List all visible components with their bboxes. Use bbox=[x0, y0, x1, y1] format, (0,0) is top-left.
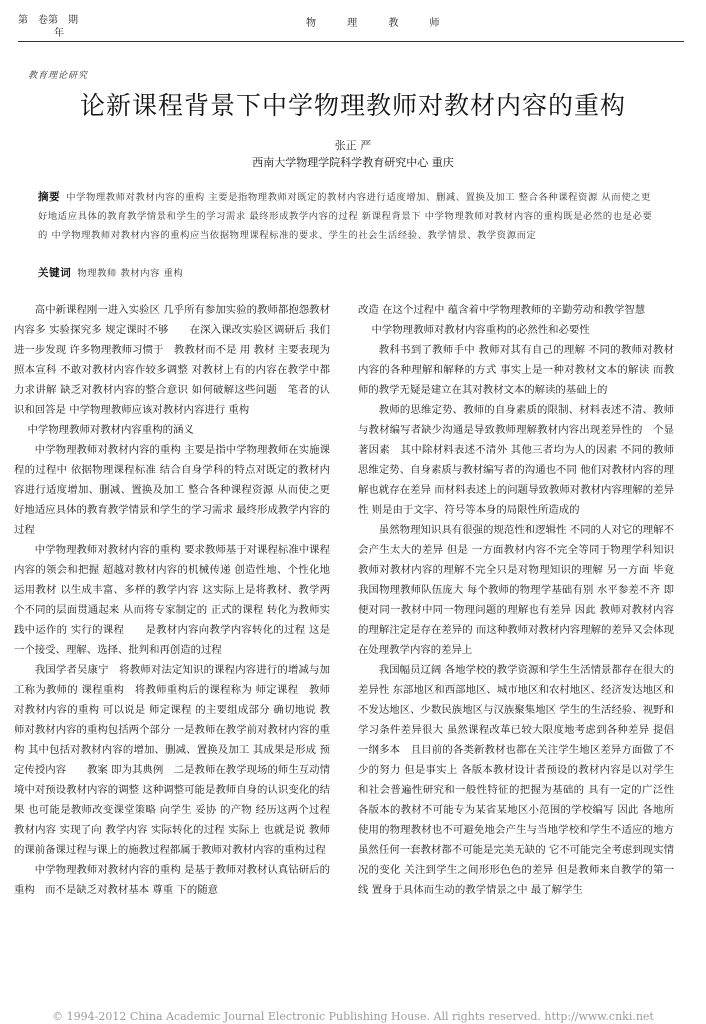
section-label: 教育理论研究 bbox=[28, 71, 89, 81]
issue-line-volume: 第 卷第 期 bbox=[18, 15, 78, 26]
paragraph: 我国幅员辽阔 各地学校的教学资源和学生生活情景都存在很大的差异性 东部地区和西部地区、城市地区和农村地区、经济发达地区和不发达地区、少数民族地区与汉族聚集地区 学生的生活经验、视野和学习条件差异很大 虽然课程改革已较大限度地考虑到各种差异 提倡 一纲多本 且目前的各类新教材也都在关注学生地区差异方面做了不少的努力 但是事实上 各版本教材设计者预设的教材内容是以对学生和社会普遍性研究和一般性特征的把握为基础的 具有一定的广泛性 各版本的教材不可能专为某省某地区小范围的学校编写 因此 各地所使用的物理教材也不可避免地会产生与当地学校和学生不适应的地方 虽然任何一套教材都不可能是完美无缺的 它不可能完全考虑到现实情况的变化 关注到学生之间形形色色的差异 但是教师来自教学的第一线 置身于具体而生动的教学情景之中 最了解学生 bbox=[358, 664, 674, 896]
abstract bbox=[38, 188, 660, 245]
right-column bbox=[358, 300, 674, 900]
paragraph: 虽然物理知识具有很强的规范性和逻辑性 不同的人对它的理解不会产生太大的差异 但是 一方面教材内容不完全等同于物理学科知识 教师对教材内容的理解不完全只是对物理知识的理解 另一方面 毕竟我国物理教师队伍庞大 每个教师的物理学基础有别 水平参差不齐 即便对同一教材中同一物理问题的理解也有差异 因此 教师对教材内容的理解注定是存在差异的 而这种教师对教材内容理解的差异又会体现在处理教学内容的差异上 bbox=[358, 524, 674, 656]
issue-number bbox=[18, 14, 128, 40]
journal-name: 物 理 教 师 bbox=[306, 18, 454, 29]
paragraph: 中学物理教师对教材内容的重构 是基于教师对教材认真钻研后的 重构 而不是缺乏对教材基本 尊重 下的随意 bbox=[14, 864, 330, 896]
paragraph: 我国学者吴康宁 将教师对法定知识的课程内容进行的增减与加工称为教师的 课程重构 将教师重构后的课程称为 师定课程 教师对教材内容的重构 可以说是 师定课程 的主要组成部分 确切地说 教师对教材内容的重构包括两个部分 一是教师在教学前对教材内容的重构 其中包括对教材内容的增加、删减、置换及加工 其成果是形成 预定传授内容 教案 即为其典例 二是教师在教学现场的师生互动情境中对预设教材内容的调整 这种调整可能是教师自身的认识变化的结果 也可能是教师改变课堂策略 向学生 妥协 的产物 经历这两个过程 教材内容 实现了向 教学内容 实际转化的过程 实际上 也就是说 教师的课前备课过程与课上的施教过程都属于教师对教材内容的重构过程 bbox=[14, 664, 341, 856]
abstract-label: 摘要 bbox=[38, 191, 61, 203]
left-column bbox=[14, 300, 341, 900]
paragraph: 中学物理教师对教材内容的重构 主要是指中学物理教师在实施课程的过程中 依据物理课程标准 结合自身学科的特点对既定的教材内容进行适度增加、删减、置换及加工 整合各种课程资源 从而使之更好地适应具体的教育教学情景和学生的学习需求 最终形成教学内容的过程 bbox=[14, 444, 330, 536]
issue-line-year: 年 bbox=[54, 28, 64, 39]
author-affiliation: 西南大学物理学院科学教育研究中心 重庆 bbox=[252, 156, 454, 169]
paragraph: 高中新课程刚一进入实验区 几乎所有参加实验的教师都抱怨教材内容多 实验探究多 规定课时不够 在深入课改实验区调研后 我们进一步发现 许多物理教师习惯于 教教材而不是 用 教材 主要表现为照本宣科 不敢对教材内容作较多调整 对教材上有的内容在教学中都力求讲解 缺乏对教材内容的整合意识 如何破解这些问题 笔者的认识和回答是 中学物理教师应该对教材内容进行 重构 bbox=[14, 304, 330, 416]
paragraph-continued: 改造 在这个过程中 蕴含着中学物理教师的辛勤劳动和教学智慧 bbox=[358, 304, 646, 316]
author-names: 张正 严 bbox=[334, 139, 372, 152]
header-rule bbox=[18, 41, 684, 42]
keywords bbox=[38, 264, 660, 283]
abstract-text: 中学物理教师对教材内容的重构 主要是指物理教师对既定的教材内容进行适度增加、删减、置换及加工 整合各种课程资源 从而使之更好地适应具体的教育教学情景和学生的学习需求 最终形成教学内容的过程 新课程背景下 中学物理教师对教材内容的重构既是必然的也是必要的 中学物理教师对教材内容的重构应当依据物理课程标准的要求、学生的社会生活经验、教学情景、教学资源而定 bbox=[38, 192, 653, 241]
running-header bbox=[18, 14, 684, 40]
section-heading: 中学物理教师对教材内容重构的涵义 bbox=[27, 424, 194, 436]
section-heading: 中学物理教师对教材内容重构的必然性和必要性 bbox=[371, 324, 590, 336]
paragraph: 教科书到了教师手中 教师对其有自己的理解 不同的教师对教材内容的各种理解和解释的方式 事实上是一种对教材文本的解读 而教师的教学无疑是建立在其对教材文本的解读的基础上的 bbox=[358, 344, 674, 396]
article-title: 论新课程背景下中学物理教师对教材内容的重构 bbox=[79, 91, 626, 120]
keywords-label: 关键词 bbox=[38, 267, 72, 279]
copyright-footer: © 1994-2012 China Academic Journal Electronic Publishing House. All rights reserved. http://www.cnki.net bbox=[52, 1010, 654, 1023]
paragraph: 教师的思维定势、教师的自身素质的限制、材料表述不清、教师与教材编写者缺少沟通是导致教师理解教材内容出现差异性的 个显著因素 其中除材料表述不清外 其他三者均为人的因素 不同的教师思维定势、自身素质与教材编写者的沟通也不同 他们对教材内容的理解也就存在差异 而材料表述上的问题导致教师对教材内容理解的差异性 则是由于文字、符号等本身的局限性所造成的 bbox=[358, 404, 674, 516]
paragraph: 中学物理教师对教材内容的重构 要求教师基于对课程标准中课程内容的领会和把握 超越对教材内容的机械传递 创造性地、个性化地运用教材 以生成丰富、多样的教学内容 这实际上是将教材、教学两个不同的层面贯通起来 从而将专家制定的 正式的课程 转化为教师实践中运作的 实行的课程 是教材内容向教学内容转化的过程 这是一个接受、理解、选择、批判和再创造的过程 bbox=[14, 544, 330, 656]
keywords-text: 物理教师 教材内容 重构 bbox=[77, 268, 184, 279]
